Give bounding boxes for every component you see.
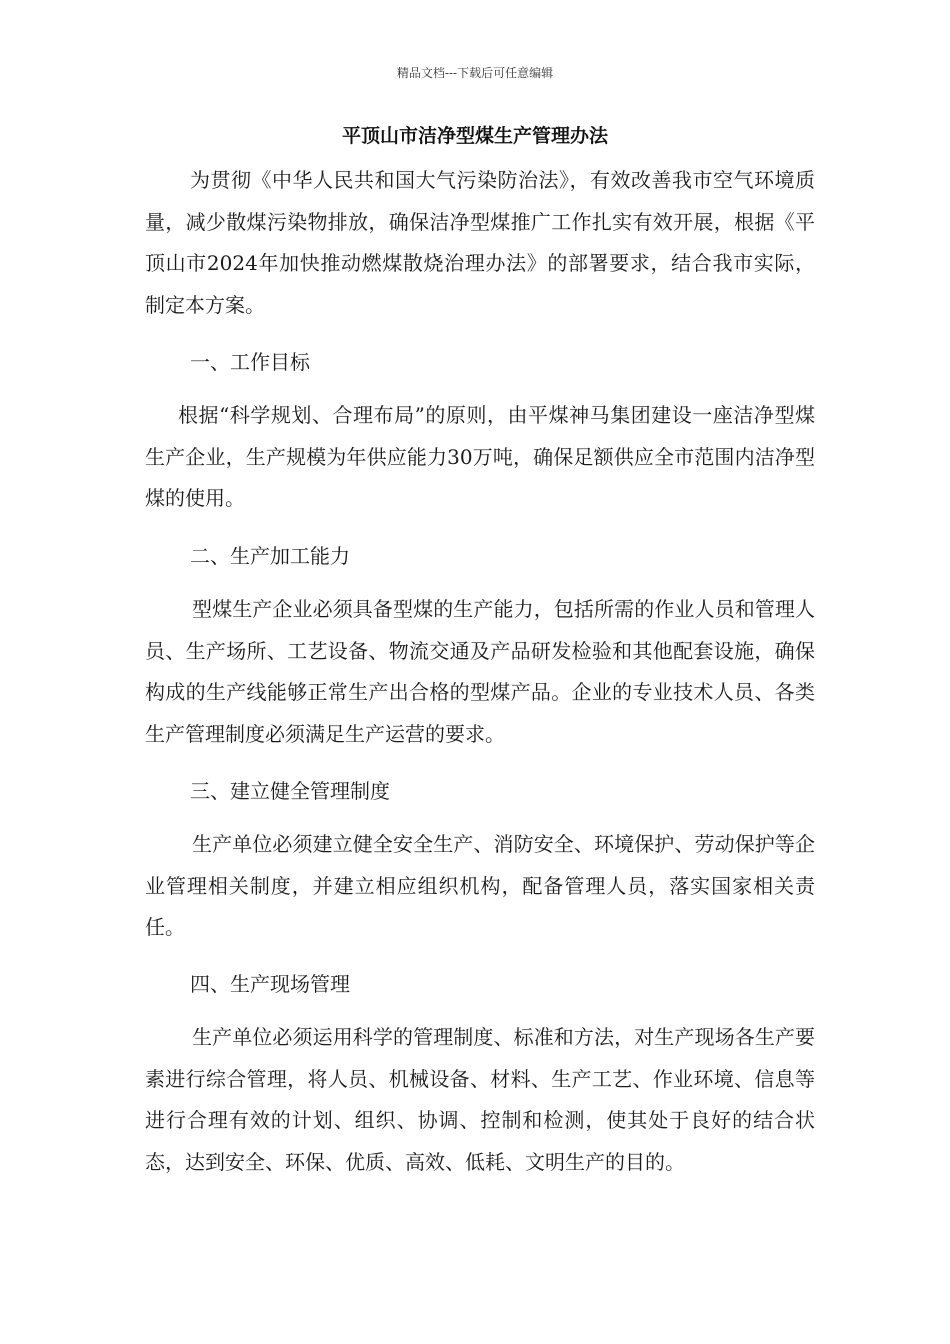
section-heading-goals: 一、工作目标 [190, 350, 310, 374]
section-heading-capacity: 二、生产加工能力 [190, 544, 350, 568]
section-heading-site-management: 四、生产现场管理 [190, 972, 350, 996]
section-body-capacity: 型煤生产企业必须具备型煤的生产能力，包括所需的作业人员和管理人员、生产场所、工艺设备、物流交通及产品研发检验和其他配套设施，确保构成的生产线能够正常生产出合格的型煤产品。企业的专业技术人员、各类生产管理制度必须满足生产运营的要求。 [145, 597, 815, 746]
intro-paragraph: 为贯彻《中华人民共和国大气污染防治法》，有效改善我市空气环境质量，减少散煤污染物排放，确保洁净型煤推广工作扎实有效开展，根据《平顶山市2024年加快推动燃煤散烧治理办法》的部署要求，结合我市实际，制定本方案。 [145, 168, 815, 317]
section-body-site-management: 生产单位必须运用科学的管理制度、标准和方法，对生产现场各生产要素进行综合管理，将人员、机械设备、材料、生产工艺、作业环境、信息等进行合理有效的计划、组织、协调、控制和检测，使其处于良好的结合状态，达到安全、环保、优质、高效、低耗、文明生产的目的。 [145, 1025, 815, 1174]
document-title: 平顶山市洁净型煤生产管理办法 [341, 125, 608, 147]
header-note: 精品文档---下载后可任意编辑 [396, 66, 554, 80]
section-heading-management-system: 三、建立健全管理制度 [190, 779, 390, 803]
section-body-management-system: 生产单位必须建立健全安全生产、消防安全、环境保护、劳动保护等企业管理相关制度，并建立相应组织机构，配备管理人员，落实国家相关责任。 [145, 832, 815, 939]
section-body-goals: 根据“科学规划、合理布局”的原则，由平煤神马集团建设一座洁净型煤生产企业，生产规模为年供应能力30万吨，确保足额供应全市范围内洁净型煤的使用。 [145, 403, 815, 510]
